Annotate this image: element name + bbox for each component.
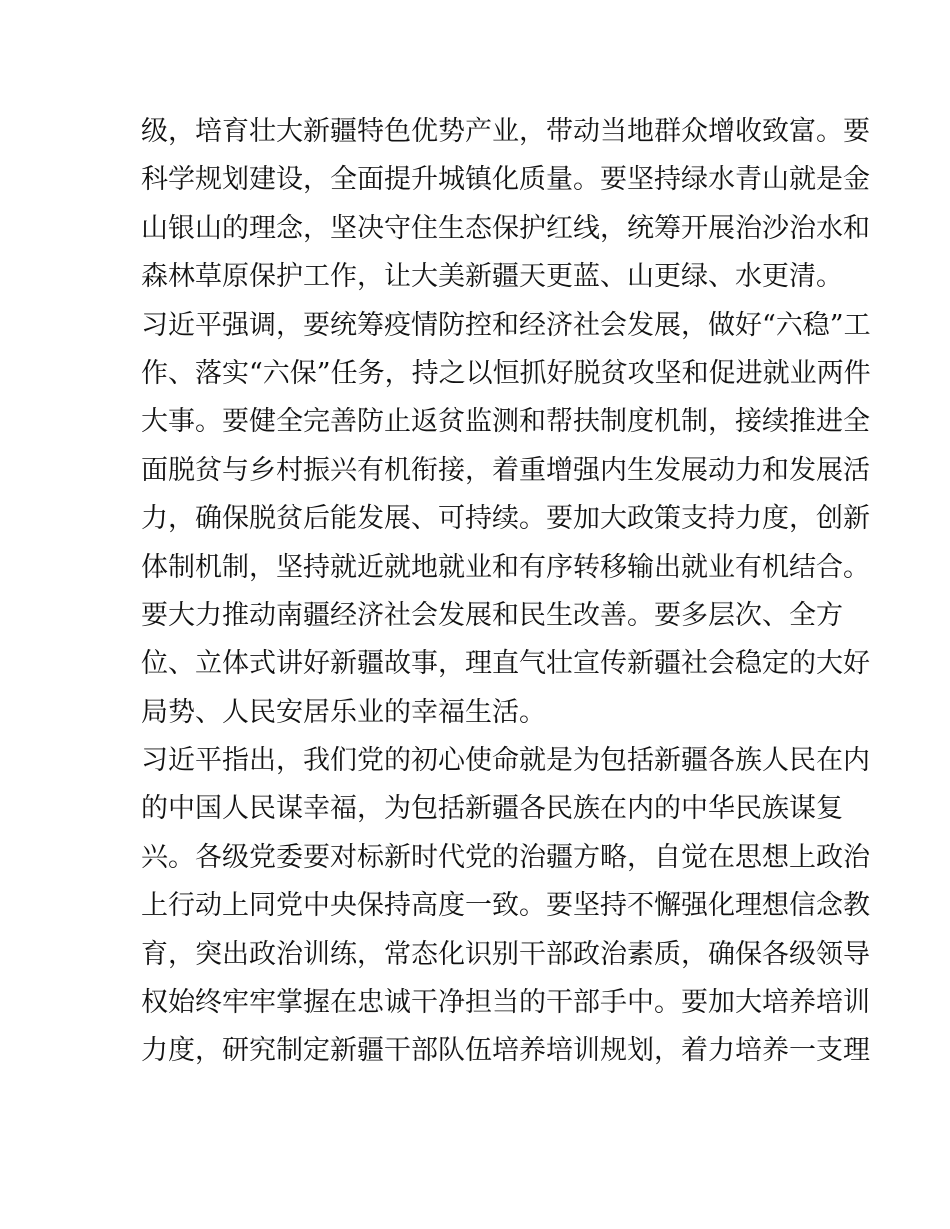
text-line: 习近平指出，我们党的初心使命就是为包括新疆各族人民在内 <box>141 745 870 777</box>
text-line: 作、落实“六保”任务，持之以恒抓好脱贫攻坚和促进就业两件 <box>141 357 871 389</box>
text-line: 体制机制，坚持就近就地就业和有序转移输出就业有机结合。 <box>141 551 870 583</box>
text-line: 权始终牢牢掌握在忠诚干净担当的干部手中。要加大培养培训 <box>141 987 870 1019</box>
body-text <box>141 108 871 1076</box>
text-line: 的中国人民谋幸福，为包括新疆各民族在内的中华民族谋复 <box>141 793 843 825</box>
text-line: 要大力推动南疆经济社会发展和民生改善。要多层次、全方 <box>141 599 843 631</box>
text-line: 习近平强调，要统筹疫情防控和经济社会发展，做好“六稳”工 <box>141 309 871 341</box>
text-line: 力，确保脱贫后能发展、可持续。要加大政策支持力度，创新 <box>141 503 870 535</box>
text-line: 上行动上同党中央保持高度一致。要坚持不懈强化理想信念教 <box>141 890 870 922</box>
text-line: 兴。各级党委要对标新时代党的治疆方略，自觉在思想上政治 <box>141 841 870 873</box>
text-line: 大事。要健全完善防止返贫监测和帮扶制度机制，接续推进全 <box>141 406 870 438</box>
text-line: 局势、人民安居乐业的幸福生活。 <box>141 696 546 728</box>
text-line: 级，培育壮大新疆特色优势产业，带动当地群众增收致富。要 <box>141 116 870 147</box>
text-line: 面脱贫与乡村振兴有机衔接，着重增强内生发展动力和发展活 <box>141 454 870 486</box>
text-line: 山银山的理念，坚决守住生态保护红线，统筹开展治沙治水和 <box>141 212 870 244</box>
text-line: 科学规划建设，全面提升城镇化质量。要坚持绿水青山就是金 <box>141 164 870 196</box>
text-line: 位、立体式讲好新疆故事，理直气壮宣传新疆社会稳定的大好 <box>141 648 870 680</box>
text-line: 力度，研究制定新疆干部队伍培养培训规划，着力培养一支理 <box>141 1035 870 1067</box>
text-line: 育，突出政治训练，常态化识别干部政治素质，确保各级领导 <box>141 938 870 970</box>
text-line: 森林草原保护工作，让大美新疆天更蓝、山更绿、水更清。 <box>141 261 843 293</box>
